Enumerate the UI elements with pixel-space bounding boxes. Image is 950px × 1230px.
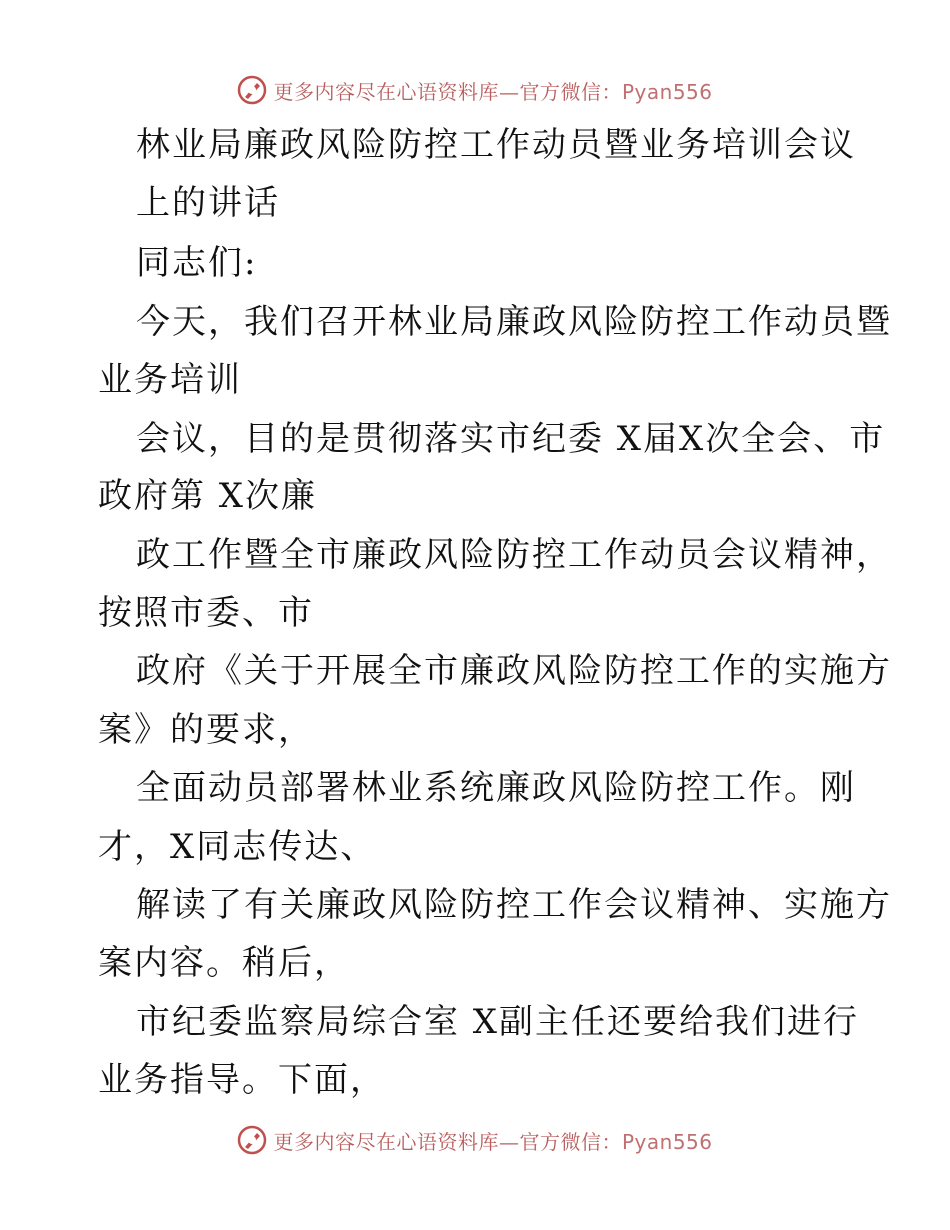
footer-banner-text: 更多内容尽在心语资料库—官方微信：Pyan556 bbox=[273, 1129, 713, 1154]
paragraph-line: 今天，我们召开林业局廉政风险防控工作动员暨 bbox=[136, 302, 892, 342]
paragraph-line: 政府第 X次廉 bbox=[98, 476, 318, 516]
paragraph-line: 才，X同志传达、 bbox=[98, 827, 377, 867]
pen-logo-icon bbox=[237, 75, 267, 105]
footer-banner bbox=[0, 1120, 950, 1160]
paragraph-line: 政府《关于开展全市廉政风险防控工作的实施方 bbox=[136, 651, 892, 691]
paragraph-line: 全面动员部署林业系统廉政风险防控工作。刚 bbox=[136, 768, 856, 808]
header-wechat-id: Pyan556 bbox=[621, 79, 713, 104]
footer-wechat-id: Pyan556 bbox=[621, 1129, 713, 1154]
pen-logo-icon bbox=[237, 1125, 267, 1155]
paragraph-line: 按照市委、市 bbox=[98, 593, 314, 633]
paragraph-line: 案内容。稍后， bbox=[98, 943, 350, 983]
paragraph-line: 解读了有关廉政风险防控工作会议精神、实施方 bbox=[136, 885, 892, 925]
paragraph-line: 案》的要求， bbox=[98, 710, 314, 750]
paragraph-line: 会议，目的是贯彻落实市纪委 X届X次全会、市 bbox=[136, 419, 886, 459]
header-banner-text: 更多内容尽在心语资料库—官方微信：Pyan556 bbox=[273, 79, 713, 104]
paragraph-line: 政工作暨全市廉政风险防控工作动员会议精神， bbox=[136, 535, 892, 575]
paragraph-line: 市纪委监察局综合室 X副主任还要给我们进行 bbox=[136, 1002, 860, 1042]
paragraph-line: 业务指导。下面， bbox=[98, 1060, 386, 1100]
title-line-2: 上的讲话 bbox=[136, 183, 280, 223]
header-banner bbox=[0, 70, 950, 110]
title-line-1: 林业局廉政风险防控工作动员暨业务培训会议 bbox=[136, 125, 856, 165]
salutation: 同志们: bbox=[136, 243, 258, 283]
paragraph-line: 业务培训 bbox=[98, 360, 242, 400]
